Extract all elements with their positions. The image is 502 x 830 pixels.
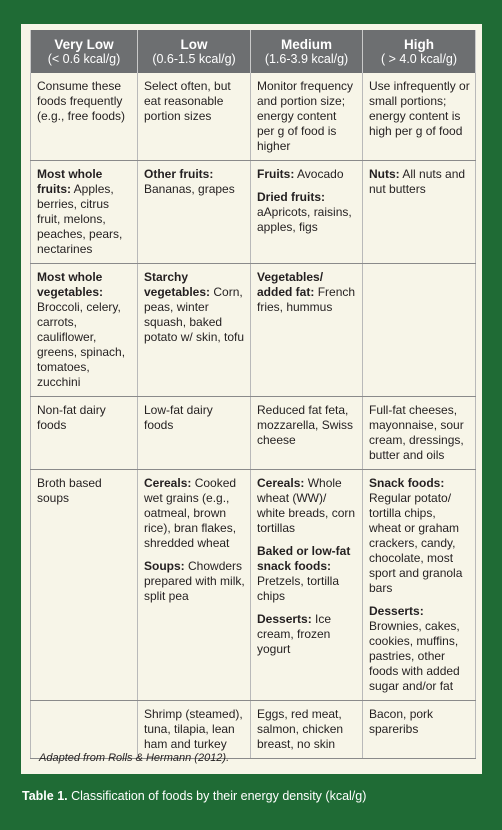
source-note: Adapted from Rolls & Hermann (2012). bbox=[39, 752, 230, 764]
cell-entry bbox=[257, 270, 357, 315]
cell-entry bbox=[37, 270, 132, 390]
cell-entry bbox=[369, 707, 470, 737]
cell-entry bbox=[144, 707, 245, 752]
cell-text: Bacon, pork spareribs bbox=[369, 707, 434, 736]
cell-entry bbox=[37, 403, 132, 433]
cell-entry bbox=[144, 403, 245, 433]
cell-entry bbox=[144, 167, 245, 197]
table-cell bbox=[138, 73, 251, 161]
cell-entry bbox=[257, 707, 357, 752]
cell-label: Soups: bbox=[144, 559, 185, 573]
cell-text: Monitor frequency and portion size; energy content per g of food is higher bbox=[257, 79, 354, 153]
header-row bbox=[31, 30, 476, 73]
cell-text: All nuts and nut butters bbox=[369, 167, 466, 196]
cell-text: Consume these foods frequently (e.g., free foods) bbox=[37, 79, 126, 123]
cell-label: Most whole fruits: bbox=[37, 167, 103, 196]
cell-label: Desserts: bbox=[369, 604, 424, 618]
cell-entry bbox=[37, 79, 132, 124]
cell-entry bbox=[144, 559, 245, 604]
table-cell bbox=[138, 470, 251, 701]
table-cell bbox=[31, 470, 138, 701]
cell-label: Most whole vegetables: bbox=[37, 270, 104, 299]
table-cell bbox=[251, 161, 363, 264]
cell-text: Chowders prepared with milk, split pea bbox=[144, 559, 245, 603]
cell-entry bbox=[369, 167, 470, 197]
table-cell bbox=[251, 264, 363, 397]
cell-label: Starchy vegetables: bbox=[144, 270, 211, 299]
cell-label: Baked or low-fat snack foods: bbox=[257, 544, 351, 573]
cell-label: Fruits: bbox=[257, 167, 295, 181]
table-cell bbox=[251, 701, 363, 759]
cell-entry bbox=[257, 612, 357, 657]
table-cell bbox=[138, 161, 251, 264]
cell-text: Shrimp (steamed), tuna, tilapia, lean ham and turkey bbox=[144, 707, 243, 751]
table-row bbox=[31, 264, 476, 397]
cell-entry bbox=[37, 167, 132, 257]
cell-text: Broth based soups bbox=[37, 476, 102, 505]
cell-entry bbox=[257, 167, 357, 182]
cell-text: Cooked wet grains (e.g., oatmeal, brown rice), bran flakes, shredded wheat bbox=[144, 476, 237, 550]
header-name: Very Low bbox=[54, 36, 114, 52]
cell-text: Bananas, grapes bbox=[144, 182, 235, 196]
cell-label: Cereals: bbox=[144, 476, 192, 490]
table-row bbox=[31, 73, 476, 161]
table-cell bbox=[363, 397, 476, 470]
cell-label: Snack foods: bbox=[369, 476, 445, 490]
caption-label: Table 1. bbox=[22, 789, 68, 803]
cell-text: Avocado bbox=[297, 167, 344, 181]
header-name: High bbox=[404, 36, 434, 52]
header-medium bbox=[251, 30, 363, 73]
header-range: ( > 4.0 kcal/g) bbox=[380, 51, 458, 66]
table-panel bbox=[21, 24, 482, 774]
cell-text: French fries, hummus bbox=[257, 285, 356, 314]
cell-text: Broccoli, celery, carrots, cauliflower, greens, spinach, tomatoes, zucchini bbox=[37, 300, 126, 389]
cell-text: Apples, berries, citrus fruit, melons, peaches, pears, nectarines bbox=[37, 182, 123, 256]
header-high bbox=[363, 30, 476, 73]
cell-label: Cereals: bbox=[257, 476, 305, 490]
cell-label: Vegetables/ added fat: bbox=[257, 270, 324, 299]
table-row bbox=[31, 470, 476, 701]
cell-text: Brownies, cakes, cookies, muffins, pastries, other foods with added sugar and/or fat bbox=[369, 619, 460, 693]
cell-entry bbox=[369, 79, 470, 139]
table-cell bbox=[363, 161, 476, 264]
cell-entry bbox=[144, 270, 245, 345]
header-range: (0.6-1.5 kcal/g) bbox=[152, 51, 236, 66]
cell-text: Pretzels, tortilla chips bbox=[257, 574, 340, 603]
table-cell bbox=[363, 701, 476, 759]
cell-entry bbox=[257, 79, 357, 154]
cell-entry bbox=[369, 403, 470, 463]
header-very-low bbox=[31, 30, 138, 73]
table-row bbox=[31, 397, 476, 470]
cell-text: aApricots, raisins, apples, figs bbox=[257, 205, 352, 234]
table-cell bbox=[251, 470, 363, 701]
cell-label: Nuts: bbox=[369, 167, 400, 181]
table-caption bbox=[22, 789, 366, 803]
cell-text: Regular potato/ tortilla chips, wheat or graham crackers, candy, chocolate, most sport and granola bars bbox=[369, 491, 463, 595]
cell-entry bbox=[257, 190, 357, 235]
header-range: (< 0.6 kcal/g) bbox=[47, 51, 121, 66]
cell-entry bbox=[257, 476, 357, 536]
cell-entry bbox=[144, 476, 245, 551]
table-cell bbox=[251, 397, 363, 470]
table-cell bbox=[31, 397, 138, 470]
table-cell bbox=[138, 701, 251, 759]
cell-text: Full-fat cheeses, mayonnaise, sour cream, dressings, butter and oils bbox=[369, 403, 464, 462]
table-row bbox=[31, 161, 476, 264]
header-name: Low bbox=[180, 36, 208, 52]
table-cell bbox=[31, 701, 138, 759]
table-cell bbox=[363, 470, 476, 701]
cell-label: Desserts: bbox=[257, 612, 312, 626]
table-cell bbox=[31, 264, 138, 397]
cell-entry bbox=[257, 403, 357, 448]
table-row bbox=[31, 701, 476, 759]
cell-text: Reduced fat feta, mozzarella, Swiss cheese bbox=[257, 403, 354, 447]
cell-text: Corn, peas, winter squash, baked potato w/ skin, tofu bbox=[144, 285, 245, 344]
table-cell bbox=[363, 264, 476, 397]
table-cell bbox=[31, 161, 138, 264]
cell-text: Low-fat dairy foods bbox=[144, 403, 213, 432]
cell-entry bbox=[257, 544, 357, 604]
cell-text: Whole wheat (WW)/ white breads, corn tortillas bbox=[257, 476, 356, 535]
header-low bbox=[138, 30, 251, 73]
cell-label: Other fruits: bbox=[144, 167, 214, 181]
table-cell bbox=[31, 73, 138, 161]
cell-text: Use infrequently or small portions; energy content is high per g of food bbox=[369, 79, 470, 138]
table-cell bbox=[138, 264, 251, 397]
cell-entry bbox=[369, 604, 470, 694]
cell-text: Eggs, red meat, salmon, chicken breast, no skin bbox=[257, 707, 344, 751]
table-cell bbox=[251, 73, 363, 161]
table-cell bbox=[363, 73, 476, 161]
cell-text: Ice cream, frozen yogurt bbox=[257, 612, 332, 656]
cell-entry bbox=[144, 79, 245, 124]
caption-text: Classification of foods by their energy density (kcal/g) bbox=[71, 789, 367, 803]
table-cell bbox=[138, 397, 251, 470]
energy-density-table bbox=[30, 30, 476, 759]
header-name: Medium bbox=[280, 36, 332, 52]
cell-text: Non-fat dairy foods bbox=[37, 403, 106, 432]
header-range: (1.6-3.9 kcal/g) bbox=[264, 51, 349, 66]
cell-entry bbox=[369, 476, 470, 596]
cell-text: Select often, but eat reasonable portion sizes bbox=[144, 79, 231, 123]
cell-label: Dried fruits: bbox=[257, 190, 326, 204]
table-body bbox=[31, 73, 476, 759]
cell-entry bbox=[37, 476, 132, 506]
